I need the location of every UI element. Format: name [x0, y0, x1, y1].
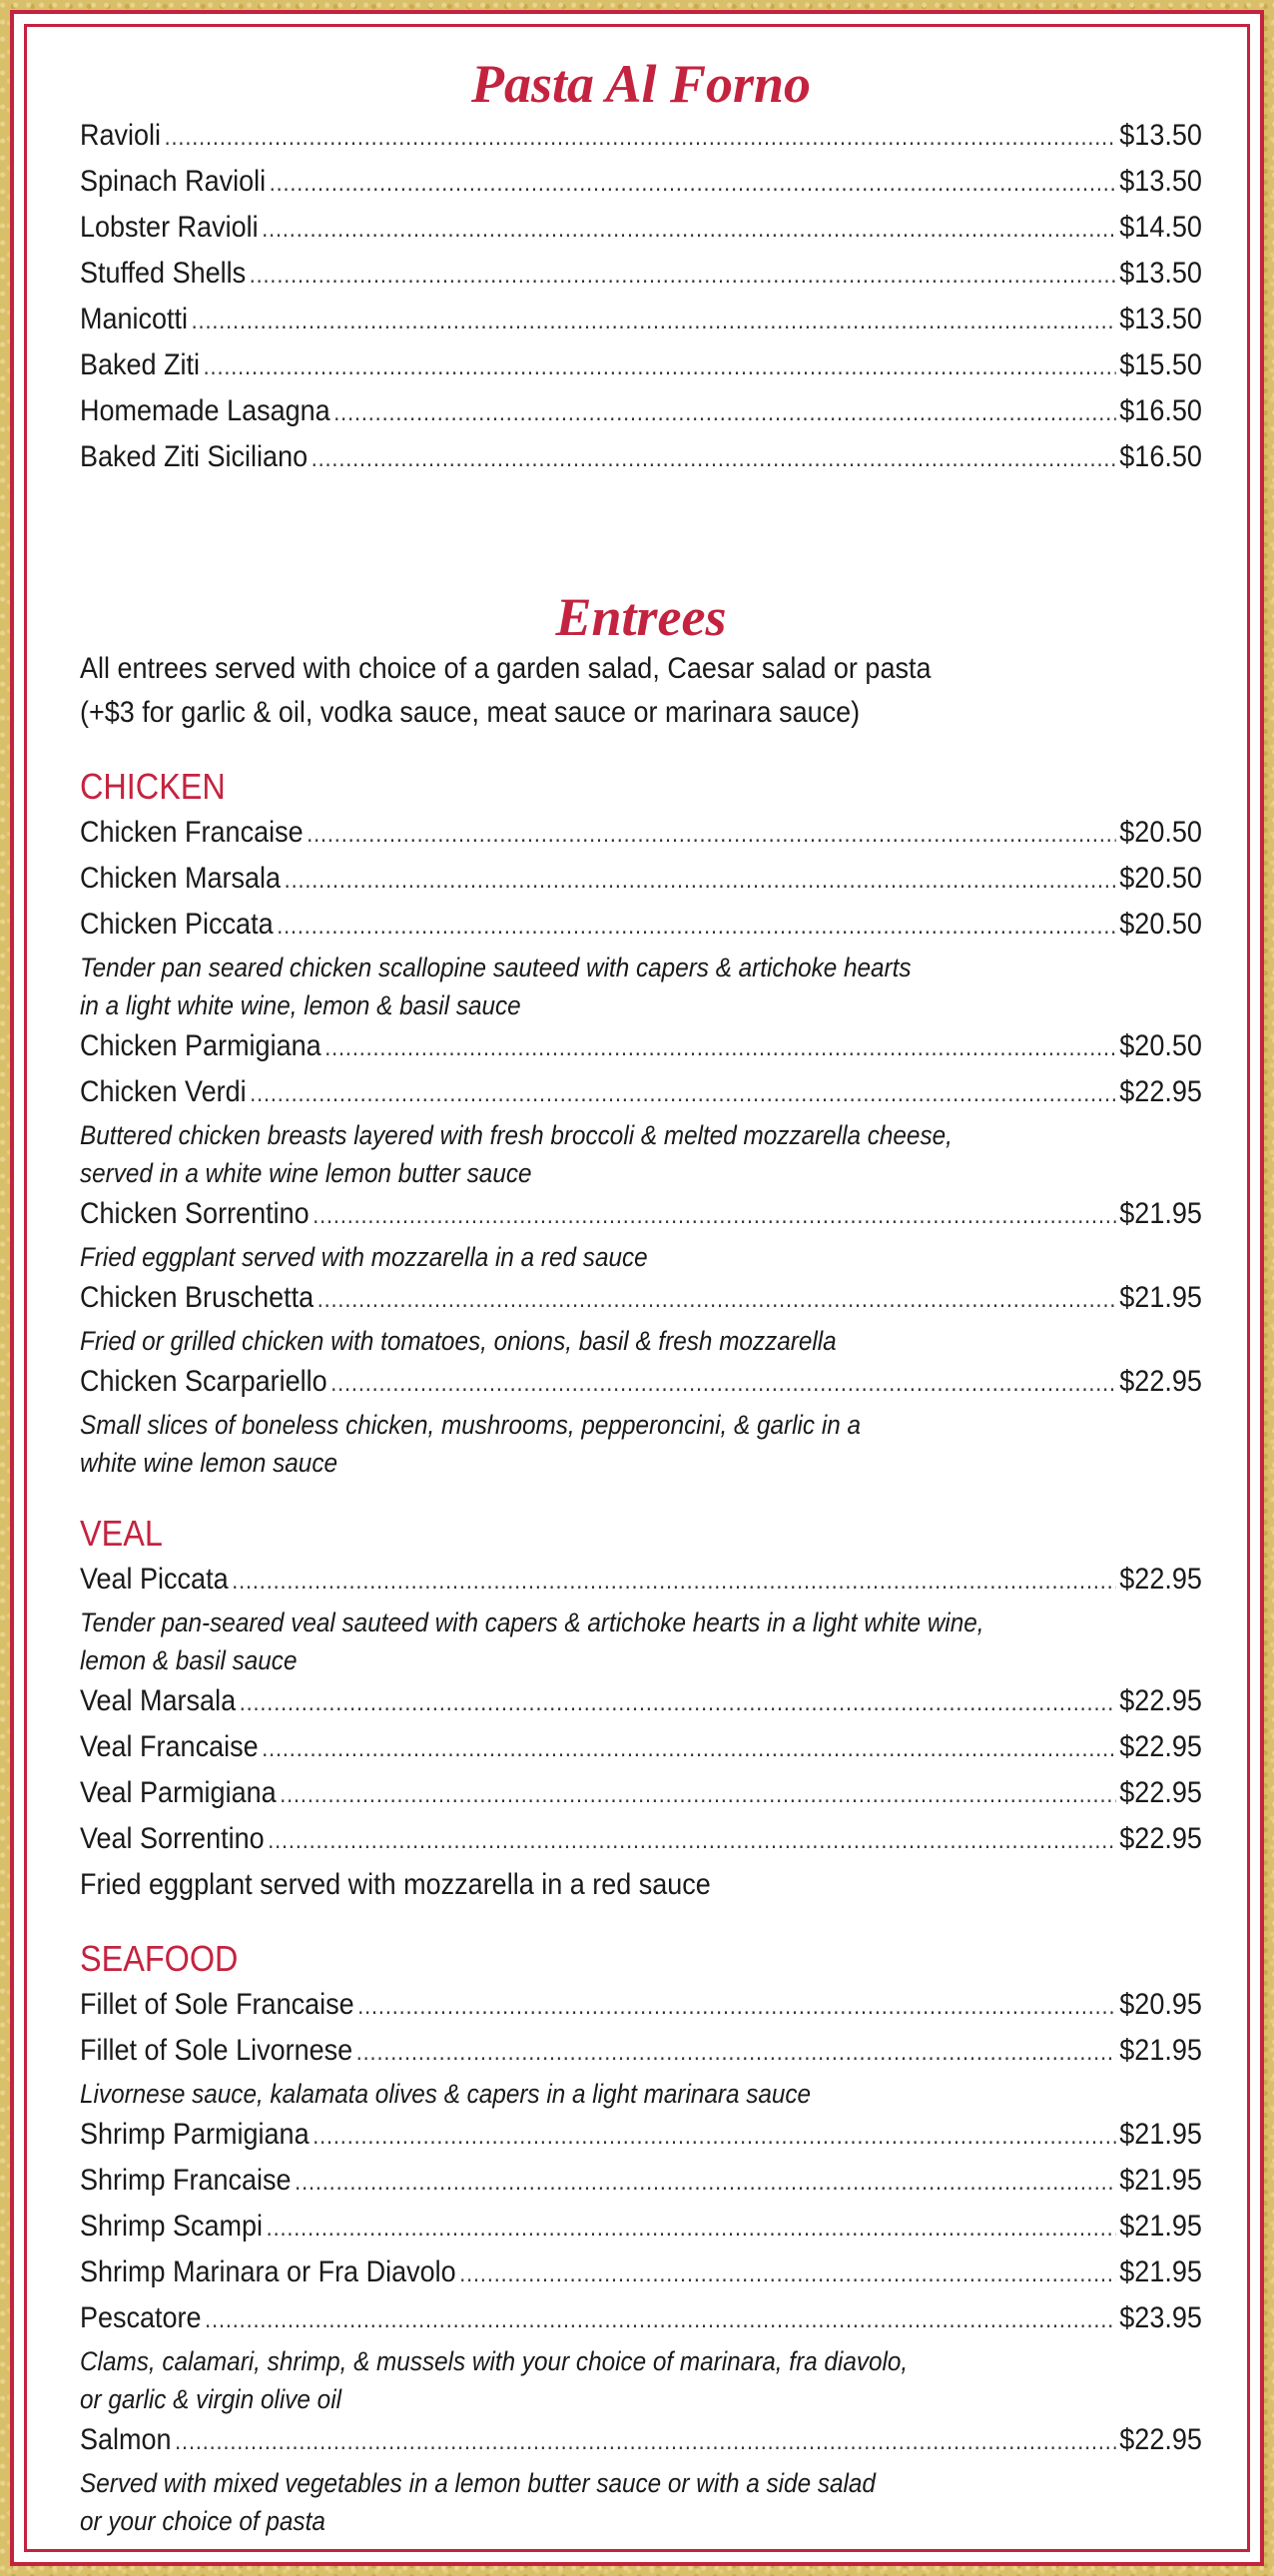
dot-leader — [307, 813, 1115, 857]
dot-leader — [262, 208, 1115, 252]
item-name: Pescatore — [80, 2301, 202, 2334]
item-price: $20.50 — [1119, 816, 1202, 849]
item-name: Salmon — [80, 2423, 172, 2456]
item-name: Shrimp Francaise — [80, 2164, 292, 2197]
veal-sorrentino-note: Fried eggplant served with mozzarella in a red sauce — [80, 1868, 711, 1901]
item-description: Tender pan-seared veal sauteed with capers & artichoke hearts in a light white wine, — [80, 1608, 984, 1637]
item-description: Clams, calamari, shrimp, & mussels with your choice of marinara, fra diavolo, — [80, 2346, 909, 2376]
dot-leader — [250, 254, 1116, 298]
item-name: Lobster Ravioli — [80, 211, 259, 244]
menu-item — [80, 1360, 1202, 1406]
item-name: Shrimp Scampi — [80, 2210, 264, 2243]
item-name: Stuffed Shells — [80, 257, 247, 290]
dot-leader — [205, 2298, 1116, 2342]
item-description: or garlic & virgin olive oil — [80, 2384, 341, 2414]
item-name: Chicken Marsala — [80, 862, 282, 895]
menu-item — [80, 857, 1202, 903]
item-description: Served with mixed vegetables in a lemon butter sauce or with a side salad — [80, 2468, 876, 2498]
pasta-section-title: Pasta Al Forno — [470, 54, 812, 114]
item-price: $13.50 — [1119, 303, 1202, 335]
menu-card — [10, 10, 1264, 2566]
dot-leader — [232, 1560, 1115, 1604]
item-description: lemon & basil sauce — [80, 1645, 298, 1675]
dot-leader — [324, 1026, 1115, 1070]
item-price: $21.95 — [1119, 1197, 1202, 1230]
item-price: $14.50 — [1119, 211, 1202, 244]
item-price: $22.95 — [1119, 1365, 1202, 1398]
menu-item — [80, 2418, 1202, 2464]
item-price: $16.50 — [1119, 440, 1202, 473]
item-price: $21.95 — [1119, 1281, 1202, 1314]
item-name: Veal Sorrentino — [80, 1822, 265, 1855]
item-price: $21.95 — [1119, 2210, 1202, 2243]
item-price: $13.50 — [1119, 119, 1202, 152]
item-price: $21.95 — [1119, 2255, 1202, 2288]
item-description: Buttered chicken breasts layered with fresh broccoli & melted mozzarella cheese, — [80, 1120, 953, 1150]
dot-leader — [267, 2207, 1116, 2251]
item-name: Ravioli — [80, 119, 162, 152]
dot-leader — [356, 2031, 1116, 2075]
seafood-heading: SEAFOOD — [80, 1938, 239, 1979]
item-description: served in a white wine lemon butter sauce — [80, 1158, 532, 1188]
item-price: $22.95 — [1119, 1822, 1202, 1855]
dot-leader — [270, 162, 1116, 206]
menu-content — [80, 54, 1202, 2540]
item-description: Fried or grilled chicken with tomatoes, onions, basil & fresh mozzarella — [80, 1326, 837, 1356]
dot-leader — [192, 300, 1116, 343]
item-name: Chicken Francaise — [80, 816, 304, 849]
item-price: $22.95 — [1119, 1563, 1202, 1596]
dot-leader — [240, 1681, 1116, 1725]
menu-item — [80, 206, 1202, 252]
item-name: Chicken Verdi — [80, 1075, 247, 1108]
menu-item — [80, 903, 1202, 949]
item-price: $20.50 — [1119, 1029, 1202, 1062]
menu-item — [80, 2251, 1202, 2296]
item-description: white wine lemon sauce — [80, 1448, 337, 1478]
item-name: Homemade Lasagna — [80, 394, 330, 427]
dot-leader — [285, 859, 1116, 903]
dot-leader — [165, 116, 1116, 160]
item-name: Chicken Parmigiana — [80, 1029, 321, 1062]
dot-leader — [268, 1819, 1115, 1863]
item-name: Veal Piccata — [80, 1563, 229, 1596]
item-price: $23.95 — [1119, 2301, 1202, 2334]
item-price: $22.95 — [1119, 2423, 1202, 2456]
item-price: $21.95 — [1119, 2164, 1202, 2197]
menu-item — [80, 2205, 1202, 2251]
entrees-section-title: Entrees — [555, 587, 727, 647]
dot-leader — [175, 2420, 1116, 2464]
item-name: Fillet of Sole Francaise — [80, 1988, 354, 2021]
item-price: $20.95 — [1119, 1988, 1202, 2021]
item-name: Veal Francaise — [80, 1730, 259, 1763]
item-name: Veal Parmigiana — [80, 1776, 277, 1809]
menu-item — [80, 1725, 1202, 1771]
item-price: $21.95 — [1119, 2034, 1202, 2067]
item-price: $15.50 — [1119, 348, 1202, 381]
item-name: Chicken Scarpariello — [80, 1365, 327, 1398]
dot-leader — [250, 1072, 1115, 1116]
item-name: Chicken Bruschetta — [80, 1281, 315, 1314]
dot-leader — [330, 1362, 1115, 1406]
dot-leader — [313, 2115, 1115, 2159]
item-name: Manicotti — [80, 303, 189, 335]
dot-leader — [357, 1985, 1115, 2029]
item-price: $20.50 — [1119, 862, 1202, 895]
item-description: Tender pan seared chicken scallopine sauteed with capers & artichoke hearts — [80, 953, 912, 982]
item-price: $13.50 — [1119, 257, 1202, 290]
veal-heading: VEAL — [80, 1513, 163, 1554]
menu-item — [80, 298, 1202, 343]
entrees-intro-line1: All entrees served with choice of a garden salad, Caesar salad or pasta — [80, 652, 932, 685]
item-name: Fillet of Sole Livornese — [80, 2034, 353, 2067]
dot-leader — [313, 1194, 1115, 1238]
menu-item — [80, 1024, 1202, 1070]
item-price: $13.50 — [1119, 165, 1202, 198]
item-price: $22.95 — [1119, 1730, 1202, 1763]
dot-leader — [312, 437, 1116, 481]
item-price: $20.50 — [1119, 908, 1202, 941]
dot-leader — [204, 345, 1116, 389]
menu-item — [80, 1679, 1202, 1725]
menu-item — [80, 2159, 1202, 2205]
item-name: Baked Ziti Siciliano — [80, 440, 309, 473]
menu-item — [80, 252, 1202, 298]
menu-item — [80, 2113, 1202, 2159]
dot-leader — [295, 2161, 1116, 2205]
menu-item — [80, 811, 1202, 857]
dot-leader — [459, 2253, 1115, 2296]
item-price: $22.95 — [1119, 1684, 1202, 1717]
menu-item — [80, 2029, 1202, 2075]
item-name: Baked Ziti — [80, 348, 201, 381]
menu-item — [80, 1771, 1202, 1817]
menu-item — [80, 1558, 1202, 1604]
menu-item — [80, 1276, 1202, 1322]
item-description: Small slices of boneless chicken, mushrooms, pepperoncini, & garlic in a — [80, 1410, 862, 1440]
item-name: Chicken Piccata — [80, 908, 274, 941]
item-price: $22.95 — [1119, 1075, 1202, 1108]
menu-item — [80, 1192, 1202, 1238]
item-name: Shrimp Parmigiana — [80, 2118, 310, 2151]
dot-leader — [318, 1278, 1116, 1322]
item-name: Shrimp Marinara or Fra Diavolo — [80, 2255, 456, 2288]
menu-item — [80, 389, 1202, 435]
menu-item — [80, 343, 1202, 389]
entrees-intro-line2: (+$3 for garlic & oil, vodka sauce, meat sauce or marinara sauce) — [80, 696, 861, 729]
item-description: or your choice of pasta — [80, 2506, 325, 2536]
menu-item — [80, 160, 1202, 206]
dot-leader — [262, 1727, 1115, 1771]
menu-item — [80, 1817, 1202, 1863]
item-price: $22.95 — [1119, 1776, 1202, 1809]
item-description: Livornese sauce, kalamata olives & capers in a light marinara sauce — [80, 2079, 812, 2109]
item-name: Chicken Sorrentino — [80, 1197, 310, 1230]
item-description: Fried eggplant served with mozzarella in a red sauce — [80, 1242, 648, 1272]
menu-item — [80, 435, 1202, 481]
dot-leader — [333, 391, 1115, 435]
item-name: Veal Marsala — [80, 1684, 237, 1717]
menu-item — [80, 1070, 1202, 1116]
chicken-heading: CHICKEN — [80, 766, 226, 807]
menu-item — [80, 2296, 1202, 2342]
dot-leader — [280, 1773, 1115, 1817]
dot-leader — [277, 905, 1115, 949]
item-price: $16.50 — [1119, 394, 1202, 427]
item-name: Spinach Ravioli — [80, 165, 267, 198]
pasta-list — [80, 114, 1202, 481]
item-price: $21.95 — [1119, 2118, 1202, 2151]
menu-item — [80, 1983, 1202, 2029]
menu-item — [80, 114, 1202, 160]
item-description: in a light white wine, lemon & basil sauce — [80, 990, 521, 1020]
